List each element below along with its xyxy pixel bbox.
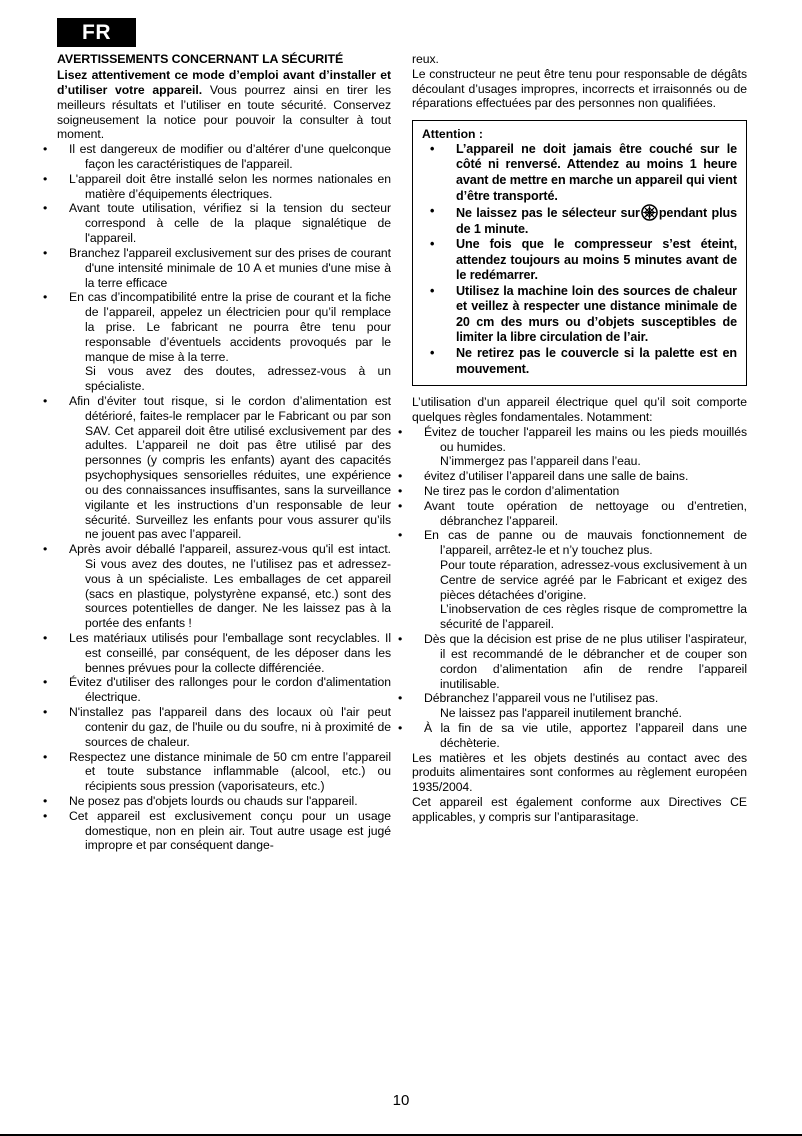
attention-list-item: [422, 284, 737, 346]
list-item-text: Dès que la décision est prise de ne plus utiliser l’aspirateur, il est recommandé de le débrancher et de couper son cordon d’alimentation afin de rendre l’appareil inutilisable.: [424, 632, 747, 691]
list-item: [57, 705, 391, 749]
list-item: [57, 542, 391, 631]
list-item: [57, 794, 391, 809]
rules-intro-paragraph: L’utilisation d’un appareil électrique quel qu’il soit comporte quelques règles fondamentales. Notamment:: [412, 395, 747, 424]
intro-rest-text: Vous pourrez ainsi en tirer les meilleurs résultats et l’utiliser en toute sécurité. Conservez soigneusement la notice pour pouvoir la consulter à tout moment.: [57, 82, 391, 142]
attention-list-item: [422, 346, 737, 377]
snowflake-icon: [641, 204, 658, 221]
section-heading: AVERTISSEMENTS CONCERNANT LA SÉCURITÉ: [57, 52, 344, 66]
list-item: [57, 290, 391, 394]
ce-directives-paragraph: Cet appareil est également conforme aux Directives CE applicables, y compris sur l’antiparasitage.: [412, 795, 747, 824]
list-item-text: Évitez d'utiliser des rallonges pour le cordon d'alimentation électrique.: [69, 675, 391, 705]
list-item: [412, 499, 747, 529]
left-column: [57, 52, 391, 853]
list-item-text: Ne tirez pas le cordon d’alimentation: [424, 483, 620, 498]
list-item: [57, 750, 391, 794]
list-item-text: N'installez pas l'appareil dans des locaux où l'air peut contenir du gaz, de l'huile ou du soufre, ni à proximité de sources de chaleur.: [69, 705, 391, 749]
attention-title: Attention :: [422, 127, 483, 142]
list-item: [57, 142, 391, 172]
list-item-text: Avant toute opération de nettoyage ou d’entretien, débranchez l’appareil.: [424, 498, 747, 528]
left-safety-list: [57, 142, 391, 853]
language-badge-fr: FR: [57, 18, 136, 47]
attention-item-text-after-icon: pendant plus de 1 minute.: [456, 206, 737, 236]
list-item: [57, 631, 391, 675]
list-item: [57, 394, 391, 542]
list-item-text: Branchez l'appareil exclusivement sur des prises de courant d'une intensité minimale de 10 A et munies d'une mise à la terre efficace: [69, 245, 391, 290]
list-item-text: Les matériaux utilisés pour l'emballage sont recyclables. Il est conseillé, par conséquent, de les déposer dans les bennes prévues pour la collecte différenciée.: [69, 631, 391, 675]
list-item-text: Cet appareil est exclusivement conçu pour un usage domestique, non en plein air. Tout autre usage est jugé impropre et par conséquent dange-: [69, 808, 391, 853]
right-safety-list: [412, 425, 747, 751]
attention-item-text: Ne retirez pas le couvercle si la palette est en mouvement.: [456, 346, 737, 376]
right-column: [412, 52, 747, 853]
list-item: [412, 528, 747, 632]
page-number: 10: [392, 1092, 410, 1109]
list-item-subtext: Si vous avez des doutes, adressez-vous à un spécialiste.: [85, 364, 391, 394]
list-item: [57, 809, 391, 853]
list-item: [57, 246, 391, 290]
food-contact-compliance-paragraph: Les matières et les objets destinés au contact avec des produits alimentaires sont conformes au règlement européen 1935/2004.: [412, 750, 747, 795]
attention-callout-box: [412, 120, 747, 386]
intro-paragraph: [57, 68, 391, 142]
attention-list-item: [422, 237, 737, 284]
attention-item-text: L’appareil ne doit jamais être couché sur le côté ni renversé. Attendez au moins 1 heure avant de mettre en marche un appareil qui vient d’être transporté.: [456, 141, 737, 203]
list-item: [412, 691, 747, 721]
continuation-word: reux.: [412, 52, 439, 66]
list-item-text: L'appareil doit être installé selon les normes nationales en matière d’équipements électriques.: [69, 171, 391, 201]
intro-bold-text: Lisez attentivement ce mode d’emploi avant d’installer et d’utiliser votre appareil.: [57, 68, 391, 97]
list-item-text: Respectez une distance minimale de 50 cm entre l’appareil et toute substance inflammable (alcool, etc.) ou récipients sous pression (vaporisateurs, etc.): [69, 749, 391, 794]
attention-list-item: [422, 142, 737, 204]
list-item-subtext: Ne laissez pas l'appareil inutilement branché.: [440, 706, 682, 721]
list-item-text: Il est dangereux de modifier ou d’altérer d’une quelconque façon les caractéristiques de l'appareil.: [69, 142, 391, 171]
list-item-text: Ne posez pas d'objets lourds ou chauds sur l'appareil.: [69, 793, 358, 808]
list-item-text: Débranchez l’appareil vous ne l’utilisez pas.: [424, 691, 659, 706]
manufacturer-liability-paragraph: Le constructeur ne peut être tenu pour responsable de dégâts découlant d’usages impropres, incorrects et irraisonnés ou de réparations effectuées par des personnes non qualifiées.: [412, 66, 747, 111]
attention-item-text-before-icon: Ne laissez pas le sélecteur sur: [456, 206, 640, 221]
list-item-text: Évitez de toucher l'appareil les mains ou les pieds mouillés ou humides.: [424, 424, 747, 454]
list-item-text: Afin d’éviter tout risque, si le cordon d’alimentation est détérioré, faites-le remplacer par le Fabricant ou par son SAV. Cet appareil doit être utilisé exclusivement par des adultes. L’appareil ne doit pas être utilisé par des personnes (y compris les enfants) ayant des capacités psychophysiques sensorielles réduites, une expérience ou des connaissances insuffisantes, sans la surveillance vigilante et les instructions d’un responsable de leur sécurité. Surveillez les enfants pour vous assurer qu’ils ne jouent pas avec l’appareil.: [69, 394, 391, 542]
list-item-text: Avant toute utilisation, vérifiez si la tension du secteur correspond à celle de la plaque signalétique de l'appareil.: [69, 201, 391, 246]
list-item: [412, 425, 747, 469]
list-item-text: évitez d’utiliser l’appareil dans une salle de bains.: [424, 469, 689, 484]
attention-list-item: [422, 204, 737, 237]
list-item: [412, 469, 747, 484]
two-column-body: [57, 52, 747, 853]
attention-item-text: Une fois que le compresseur s’est éteint, attendez toujours au moins 5 minutes avant de le redémarrer.: [456, 237, 737, 283]
list-item-text: En cas d’incompatibilité entre la prise de courant et la fiche de l’appareil, appelez un électricien pour qu’il remplace la prise. Le fabricant ne pourra être tenu pour responsable d’éventuels accidents provoqués par le manque de mise à la terre.: [69, 290, 391, 364]
attention-list: [422, 142, 737, 377]
attention-item-text: Utilisez la machine loin des sources de chaleur et veillez à respecter une distance minimale de 20 cm des murs ou d’objets susceptibles de limiter la libre circulation de l’air.: [456, 283, 737, 345]
list-item-text: Après avoir déballé l'appareil, assurez-vous qu'il est intact. Si vous avez des doutes, ne l’utilisez pas et adressez-vous à un spécialiste. Les emballages de cet appareil (sacs en plastique, polystyrène expansé, etc.) sont des sources potentielles de danger. Ne les laissez pas à la portée des enfants !: [69, 542, 391, 631]
list-item: [57, 675, 391, 705]
list-item-subtext: Pour toute réparation, adressez-vous exclusivement à un Centre de service agréé par le Fabricant et exigez des pièces détachées d’origine.: [440, 558, 747, 602]
list-item-text: En cas de panne ou de mauvais fonctionnement de l’appareil, arrêtez-le et n’y touchez plus.: [424, 528, 747, 558]
list-item-subtext-2: L’inobservation de ces règles risque de compromettre la sécurité de l’appareil.: [440, 602, 747, 632]
list-item: [57, 201, 391, 245]
list-item: [57, 172, 391, 202]
list-item: [412, 484, 747, 499]
list-item: [412, 721, 747, 751]
list-item-text: À la fin de sa vie utile, apportez l’appareil dans une déchèterie.: [424, 720, 747, 750]
list-item: [412, 632, 747, 691]
list-item-subtext: N’immergez pas l’appareil dans l’eau.: [440, 454, 641, 469]
